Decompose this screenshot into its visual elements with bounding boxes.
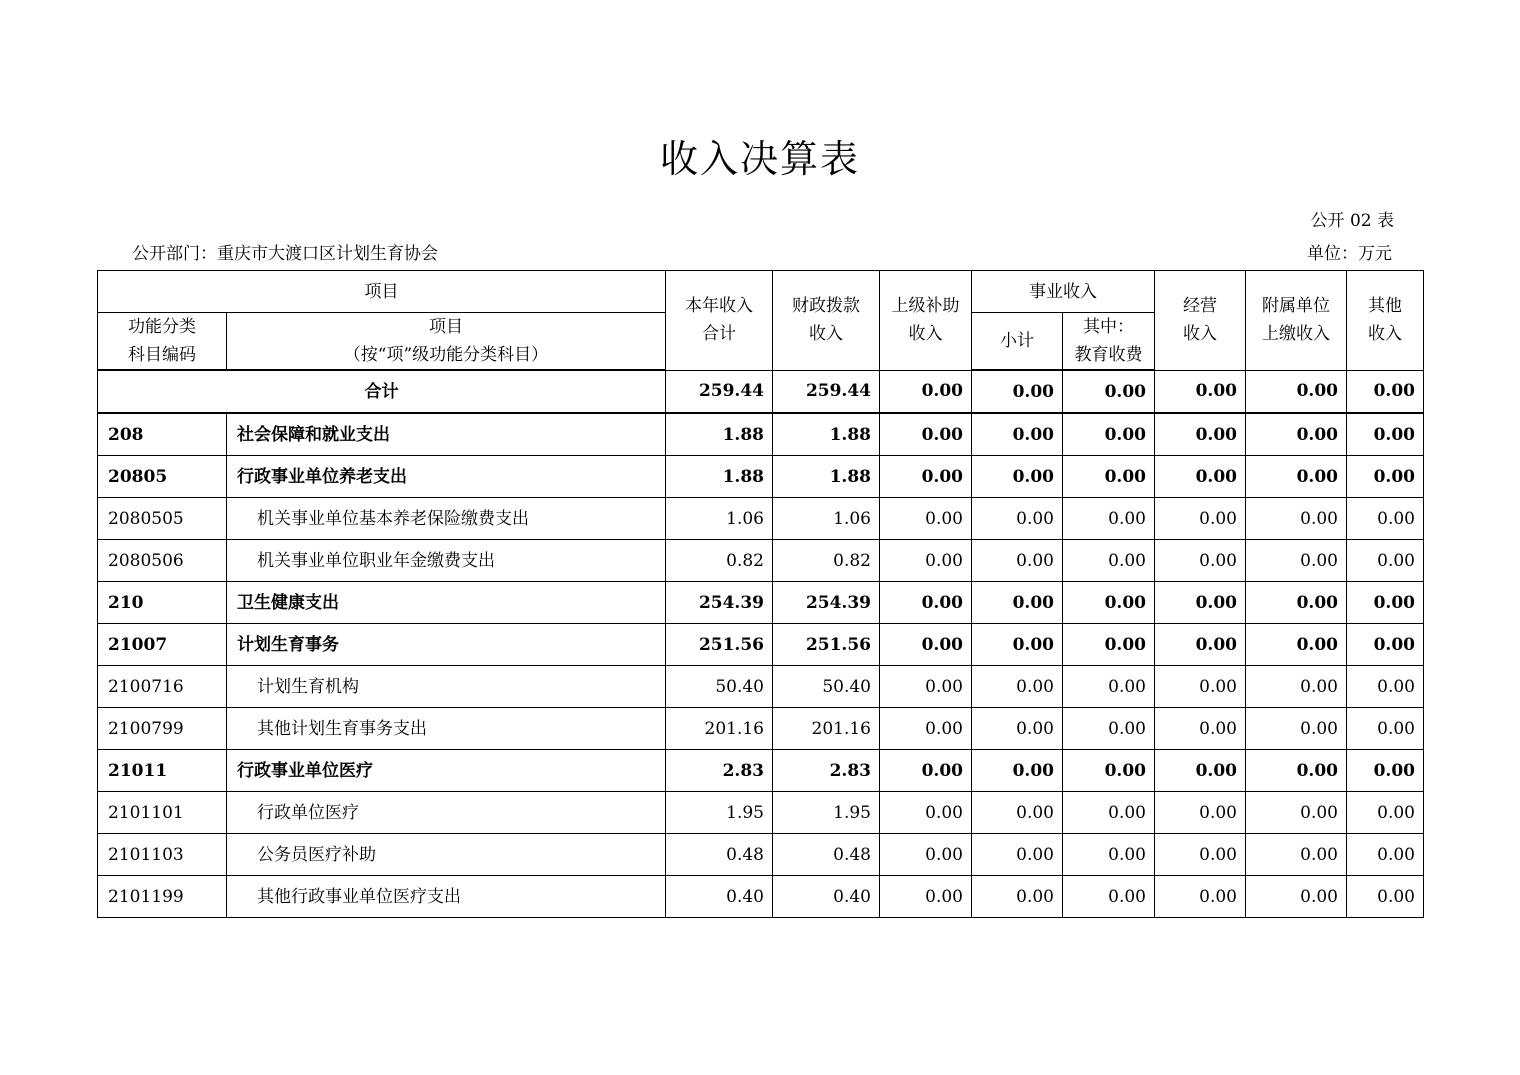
row-value: 0.00 <box>1246 792 1347 834</box>
table-row <box>98 792 1424 834</box>
total-value: 0.00 <box>1347 370 1424 413</box>
row-name: 行政事业单位养老支出 <box>227 456 666 498</box>
total-value: 259.44 <box>666 370 773 413</box>
row-value: 0.00 <box>1347 792 1424 834</box>
row-value: 0.00 <box>1347 834 1424 876</box>
row-value: 201.16 <box>773 708 880 750</box>
row-value: 0.00 <box>1347 708 1424 750</box>
row-name: 其他行政事业单位医疗支出 <box>227 876 666 918</box>
row-value: 0.00 <box>1155 708 1246 750</box>
row-value: 0.00 <box>972 666 1063 708</box>
row-name: 计划生育事务 <box>227 624 666 666</box>
row-value: 0.00 <box>1347 666 1424 708</box>
row-code: 2101103 <box>98 834 227 876</box>
row-value: 0.00 <box>1347 582 1424 624</box>
row-value: 0.00 <box>1246 456 1347 498</box>
row-value: 50.40 <box>666 666 773 708</box>
row-value: 0.00 <box>972 876 1063 918</box>
row-code: 2080506 <box>98 540 227 582</box>
row-code: 208 <box>98 413 227 456</box>
row-value: 0.00 <box>1246 750 1347 792</box>
header-operating: 经营 收入 <box>1155 271 1246 371</box>
row-value: 0.00 <box>1063 792 1155 834</box>
row-value: 0.00 <box>880 456 972 498</box>
unit-label: 单位：万元 <box>1307 244 1392 264</box>
row-value: 0.00 <box>1155 792 1246 834</box>
row-value: 0.00 <box>880 750 972 792</box>
header-business-edu: 其中： 教育收费 <box>1063 313 1155 371</box>
row-code: 2100799 <box>98 708 227 750</box>
row-value: 0.00 <box>1063 834 1155 876</box>
row-value: 0.00 <box>1063 750 1155 792</box>
row-value: 50.40 <box>773 666 880 708</box>
row-name: 其他计划生育事务支出 <box>227 708 666 750</box>
row-name: 行政事业单位医疗 <box>227 750 666 792</box>
header-business-subtotal: 小计 <box>972 313 1063 371</box>
table-row <box>98 708 1424 750</box>
table-row <box>98 582 1424 624</box>
row-value: 0.00 <box>1246 708 1347 750</box>
row-name: 机关事业单位职业年金缴费支出 <box>227 540 666 582</box>
row-value: 0.00 <box>1063 540 1155 582</box>
table-row <box>98 876 1424 918</box>
header-other: 其他 收入 <box>1347 271 1424 371</box>
row-value: 0.00 <box>1347 413 1424 456</box>
table-row <box>98 413 1424 456</box>
row-value: 0.00 <box>1155 876 1246 918</box>
row-value: 0.00 <box>1063 624 1155 666</box>
row-value: 0.00 <box>1246 834 1347 876</box>
total-value: 0.00 <box>880 370 972 413</box>
row-value: 0.00 <box>880 582 972 624</box>
row-value: 0.00 <box>880 834 972 876</box>
form-number: 公开 02 表 <box>1310 211 1394 231</box>
total-value: 259.44 <box>773 370 880 413</box>
row-value: 0.00 <box>1155 456 1246 498</box>
row-value: 0.00 <box>1246 582 1347 624</box>
row-value: 1.06 <box>666 498 773 540</box>
row-value: 0.00 <box>1155 540 1246 582</box>
row-code: 2101199 <box>98 876 227 918</box>
row-value: 0.00 <box>1063 498 1155 540</box>
total-value: 0.00 <box>1063 370 1155 413</box>
row-value: 0.00 <box>1155 750 1246 792</box>
row-value: 0.00 <box>972 498 1063 540</box>
row-value: 2.83 <box>773 750 880 792</box>
total-value: 0.00 <box>1155 370 1246 413</box>
row-value: 0.00 <box>972 708 1063 750</box>
row-code: 20805 <box>98 456 227 498</box>
row-value: 0.00 <box>972 582 1063 624</box>
row-value: 0.00 <box>1155 582 1246 624</box>
row-code: 21007 <box>98 624 227 666</box>
row-value: 1.88 <box>666 413 773 456</box>
row-value: 0.00 <box>1246 876 1347 918</box>
row-value: 0.00 <box>1347 456 1424 498</box>
row-value: 2.83 <box>666 750 773 792</box>
row-value: 0.00 <box>1063 666 1155 708</box>
row-value: 0.00 <box>1155 666 1246 708</box>
row-name: 卫生健康支出 <box>227 582 666 624</box>
row-value: 201.16 <box>666 708 773 750</box>
row-value: 0.00 <box>1063 456 1155 498</box>
row-value: 0.00 <box>1347 540 1424 582</box>
row-code: 2080505 <box>98 498 227 540</box>
row-value: 0.00 <box>972 834 1063 876</box>
header-upper-subsidy: 上级补助 收入 <box>880 271 972 371</box>
row-value: 0.00 <box>972 750 1063 792</box>
row-value: 0.00 <box>1063 413 1155 456</box>
row-value: 251.56 <box>666 624 773 666</box>
table-row <box>98 834 1424 876</box>
row-value: 0.00 <box>1246 413 1347 456</box>
row-code: 2100716 <box>98 666 227 708</box>
total-row <box>98 370 1424 413</box>
row-value: 0.00 <box>1063 708 1155 750</box>
row-value: 251.56 <box>773 624 880 666</box>
row-name: 社会保障和就业支出 <box>227 413 666 456</box>
row-value: 0.00 <box>972 792 1063 834</box>
row-value: 1.88 <box>773 456 880 498</box>
row-value: 0.00 <box>1246 666 1347 708</box>
row-name: 计划生育机构 <box>227 666 666 708</box>
department-label: 公开部门：重庆市大渡口区计划生育协会 <box>132 244 438 264</box>
income-table <box>97 270 1424 918</box>
header-name-col: 项目 （按“项”级功能分类科目） <box>227 313 666 371</box>
row-value: 0.00 <box>1155 834 1246 876</box>
row-value: 0.00 <box>1063 582 1155 624</box>
row-value: 0.00 <box>1246 540 1347 582</box>
row-value: 1.95 <box>773 792 880 834</box>
row-name: 行政单位医疗 <box>227 792 666 834</box>
row-value: 0.00 <box>880 708 972 750</box>
row-code: 210 <box>98 582 227 624</box>
row-value: 0.00 <box>1347 624 1424 666</box>
header-code-col: 功能分类 科目编码 <box>98 313 227 371</box>
header-business-group: 事业收入 <box>972 271 1155 313</box>
row-value: 0.40 <box>773 876 880 918</box>
row-value: 0.00 <box>880 498 972 540</box>
row-name: 公务员医疗补助 <box>227 834 666 876</box>
table-row <box>98 498 1424 540</box>
row-value: 0.82 <box>666 540 773 582</box>
total-value: 0.00 <box>972 370 1063 413</box>
row-value: 1.88 <box>773 413 880 456</box>
row-value: 0.00 <box>880 624 972 666</box>
row-value: 0.00 <box>1347 750 1424 792</box>
row-value: 0.00 <box>880 540 972 582</box>
row-value: 0.00 <box>880 792 972 834</box>
row-value: 0.48 <box>773 834 880 876</box>
header-affiliated: 附属单位 上缴收入 <box>1246 271 1347 371</box>
header-fiscal: 财政拨款 收入 <box>773 271 880 371</box>
table-row <box>98 540 1424 582</box>
row-value: 0.00 <box>880 413 972 456</box>
row-value: 0.00 <box>1246 624 1347 666</box>
header-total: 本年收入 合计 <box>666 271 773 371</box>
row-value: 0.00 <box>1155 498 1246 540</box>
table-row <box>98 456 1424 498</box>
row-name: 机关事业单位基本养老保险缴费支出 <box>227 498 666 540</box>
row-value: 0.00 <box>972 540 1063 582</box>
row-value: 0.82 <box>773 540 880 582</box>
row-value: 254.39 <box>666 582 773 624</box>
row-code: 21011 <box>98 750 227 792</box>
row-value: 254.39 <box>773 582 880 624</box>
row-value: 0.00 <box>1347 876 1424 918</box>
row-value: 0.00 <box>1246 498 1347 540</box>
row-value: 0.00 <box>972 413 1063 456</box>
row-value: 1.88 <box>666 456 773 498</box>
row-value: 0.40 <box>666 876 773 918</box>
row-value: 0.00 <box>1347 498 1424 540</box>
row-value: 0.00 <box>880 666 972 708</box>
total-label: 合计 <box>98 370 666 413</box>
row-value: 1.95 <box>666 792 773 834</box>
table-row <box>98 750 1424 792</box>
row-value: 0.00 <box>1155 413 1246 456</box>
row-value: 0.00 <box>1063 876 1155 918</box>
row-value: 0.48 <box>666 834 773 876</box>
table-row <box>98 666 1424 708</box>
row-value: 0.00 <box>880 876 972 918</box>
table-row <box>98 624 1424 666</box>
page-title: 收入决算表 <box>659 137 860 181</box>
header-item-group: 项目 <box>98 271 666 313</box>
row-value: 0.00 <box>972 456 1063 498</box>
total-value: 0.00 <box>1246 370 1347 413</box>
row-value: 1.06 <box>773 498 880 540</box>
row-code: 2101101 <box>98 792 227 834</box>
row-value: 0.00 <box>1155 624 1246 666</box>
row-value: 0.00 <box>972 624 1063 666</box>
